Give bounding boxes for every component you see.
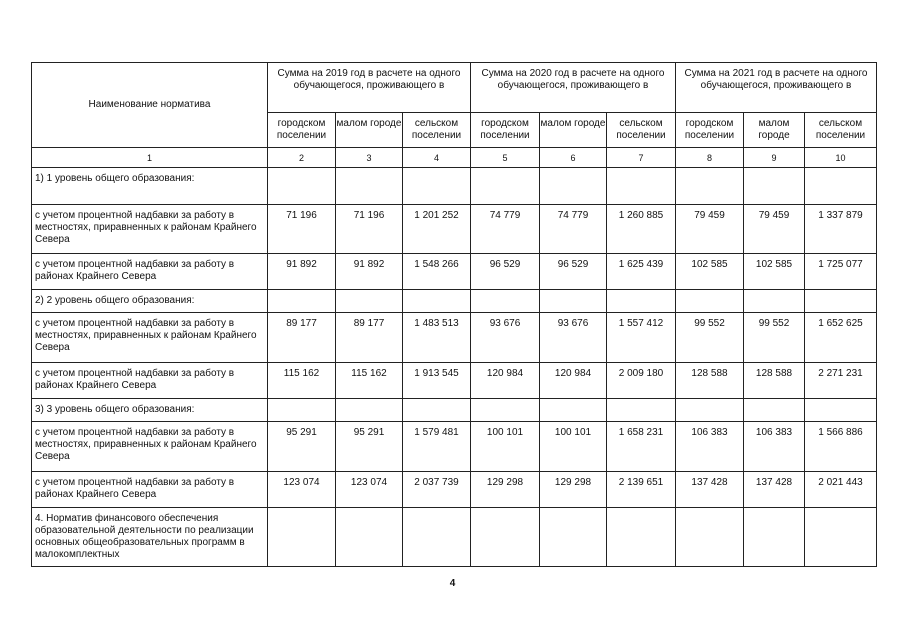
value-cell: 120 984 <box>540 363 607 399</box>
value-cell <box>471 508 540 567</box>
value-cell <box>336 290 403 313</box>
subheader-cell: городском поселении <box>268 113 336 148</box>
table-row <box>32 422 877 472</box>
value-cell: 102 585 <box>676 254 744 290</box>
value-cell <box>676 508 744 567</box>
value-cell: 99 552 <box>676 313 744 363</box>
column-number: 5 <box>471 148 540 168</box>
value-cell: 128 588 <box>676 363 744 399</box>
value-cell <box>607 168 676 205</box>
value-cell <box>403 168 471 205</box>
column-number: 2 <box>268 148 336 168</box>
header-name-cell: Наименование норматива <box>32 63 268 148</box>
value-cell <box>805 508 877 567</box>
value-cell: 2 037 739 <box>403 472 471 508</box>
table-row <box>32 472 877 508</box>
subheader-cell: сельском поселении <box>607 113 676 148</box>
value-cell: 1 548 266 <box>403 254 471 290</box>
value-cell <box>676 290 744 313</box>
subheader-cell: малом городе <box>744 113 805 148</box>
value-cell: 91 892 <box>268 254 336 290</box>
header-group-2019: Сумма на 2019 год в расчете на одного обучающегося, проживающего в <box>268 63 471 113</box>
value-cell: 115 162 <box>336 363 403 399</box>
row-label: с учетом процентной надбавки за работу в местностях, приравненных к районам Крайнего Севера <box>32 313 268 363</box>
value-cell: 1 201 252 <box>403 205 471 254</box>
value-cell: 74 779 <box>540 205 607 254</box>
value-cell: 123 074 <box>268 472 336 508</box>
value-cell <box>403 508 471 567</box>
value-cell: 1 337 879 <box>805 205 877 254</box>
value-cell <box>540 399 607 422</box>
value-cell: 1 625 439 <box>607 254 676 290</box>
row-label: с учетом процентной надбавки за работу в районах Крайнего Севера <box>32 254 268 290</box>
row-label: 2) 2 уровень общего образования: <box>32 290 268 313</box>
column-number: 1 <box>32 148 268 168</box>
table-row <box>32 254 877 290</box>
header-row <box>32 63 877 113</box>
value-cell: 96 529 <box>471 254 540 290</box>
value-cell <box>676 399 744 422</box>
value-cell <box>336 168 403 205</box>
subheader-cell: городском поселении <box>676 113 744 148</box>
value-cell: 89 177 <box>336 313 403 363</box>
column-number: 7 <box>607 148 676 168</box>
value-cell: 1 579 481 <box>403 422 471 472</box>
value-cell: 1 260 885 <box>607 205 676 254</box>
value-cell <box>607 399 676 422</box>
table-row <box>32 313 877 363</box>
value-cell <box>268 168 336 205</box>
value-cell: 71 196 <box>336 205 403 254</box>
row-label: с учетом процентной надбавки за работу в местностях, приравненных к районам Крайнего Севера <box>32 205 268 254</box>
header-group-2021: Сумма на 2021 год в расчете на одного обучающегося, проживающего в <box>676 63 877 113</box>
value-cell: 1 566 886 <box>805 422 877 472</box>
value-cell: 106 383 <box>676 422 744 472</box>
value-cell: 102 585 <box>744 254 805 290</box>
value-cell: 79 459 <box>744 205 805 254</box>
value-cell: 1 483 513 <box>403 313 471 363</box>
value-cell: 123 074 <box>336 472 403 508</box>
column-number: 10 <box>805 148 877 168</box>
table-row <box>32 168 877 205</box>
subheader-cell: городском поселении <box>471 113 540 148</box>
normative-table <box>31 62 877 567</box>
value-cell <box>540 168 607 205</box>
column-number: 8 <box>676 148 744 168</box>
value-cell: 115 162 <box>268 363 336 399</box>
row-label: 3) 3 уровень общего образования: <box>32 399 268 422</box>
value-cell: 89 177 <box>268 313 336 363</box>
value-cell: 93 676 <box>471 313 540 363</box>
value-cell <box>676 168 744 205</box>
value-cell <box>403 399 471 422</box>
value-cell <box>607 290 676 313</box>
value-cell: 71 196 <box>268 205 336 254</box>
value-cell <box>268 399 336 422</box>
row-label: 1) 1 уровень общего образования: <box>32 168 268 205</box>
value-cell: 95 291 <box>268 422 336 472</box>
value-cell: 137 428 <box>744 472 805 508</box>
value-cell <box>403 290 471 313</box>
value-cell: 120 984 <box>471 363 540 399</box>
value-cell <box>268 290 336 313</box>
value-cell: 129 298 <box>540 472 607 508</box>
value-cell: 2 009 180 <box>607 363 676 399</box>
value-cell: 2 021 443 <box>805 472 877 508</box>
subheader-cell: малом городе <box>540 113 607 148</box>
value-cell: 1 557 412 <box>607 313 676 363</box>
value-cell <box>744 168 805 205</box>
value-cell: 93 676 <box>540 313 607 363</box>
subheader-cell: малом городе <box>336 113 403 148</box>
value-cell <box>744 508 805 567</box>
value-cell: 2 139 651 <box>607 472 676 508</box>
page-number: 4 <box>449 578 456 589</box>
value-cell <box>336 399 403 422</box>
value-cell <box>744 399 805 422</box>
value-cell: 1 725 077 <box>805 254 877 290</box>
value-cell: 100 101 <box>471 422 540 472</box>
value-cell: 100 101 <box>540 422 607 472</box>
value-cell: 2 271 231 <box>805 363 877 399</box>
value-cell: 128 588 <box>744 363 805 399</box>
value-cell: 106 383 <box>744 422 805 472</box>
value-cell <box>336 508 403 567</box>
table-row <box>32 290 877 313</box>
value-cell <box>471 168 540 205</box>
value-cell <box>471 399 540 422</box>
row-label: 4. Норматив финансового обеспечения образовательной деятельности по реализации основных общеобразовательных программ в малокомплектных <box>32 508 268 567</box>
value-cell: 1 652 625 <box>805 313 877 363</box>
row-label: с учетом процентной надбавки за работу в районах Крайнего Севера <box>32 472 268 508</box>
value-cell: 99 552 <box>744 313 805 363</box>
subheader-cell: сельском поселении <box>403 113 471 148</box>
value-cell: 137 428 <box>676 472 744 508</box>
table-row <box>32 508 877 567</box>
value-cell: 91 892 <box>336 254 403 290</box>
table-body <box>32 63 877 567</box>
column-number: 4 <box>403 148 471 168</box>
column-number: 3 <box>336 148 403 168</box>
value-cell: 129 298 <box>471 472 540 508</box>
value-cell: 1 658 231 <box>607 422 676 472</box>
header-group-2020: Сумма на 2020 год в расчете на одного обучающегося, проживающего в <box>471 63 676 113</box>
value-cell <box>744 290 805 313</box>
value-cell: 96 529 <box>540 254 607 290</box>
row-label: с учетом процентной надбавки за работу в местностях, приравненных к районам Крайнего Севера <box>32 422 268 472</box>
value-cell <box>607 508 676 567</box>
value-cell: 79 459 <box>676 205 744 254</box>
value-cell <box>805 168 877 205</box>
value-cell: 1 913 545 <box>403 363 471 399</box>
value-cell <box>540 508 607 567</box>
row-label: с учетом процентной надбавки за работу в районах Крайнего Севера <box>32 363 268 399</box>
table-row <box>32 399 877 422</box>
table-row <box>32 205 877 254</box>
value-cell <box>471 290 540 313</box>
value-cell: 95 291 <box>336 422 403 472</box>
value-cell: 74 779 <box>471 205 540 254</box>
column-number: 9 <box>744 148 805 168</box>
value-cell <box>540 290 607 313</box>
subheader-cell: сельском поселении <box>805 113 877 148</box>
value-cell <box>268 508 336 567</box>
table-row <box>32 363 877 399</box>
value-cell <box>805 399 877 422</box>
column-number: 6 <box>540 148 607 168</box>
column-number-row <box>32 148 877 168</box>
value-cell <box>805 290 877 313</box>
